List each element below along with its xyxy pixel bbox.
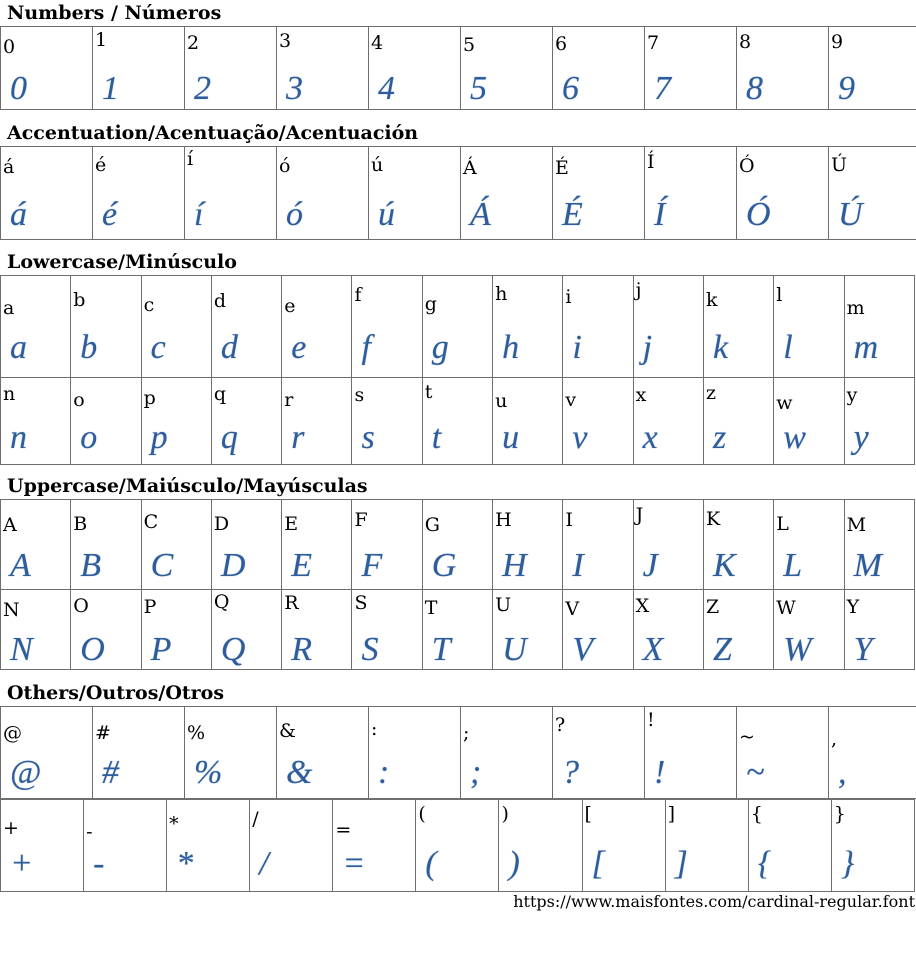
cell-label: l [776,284,783,306]
cell-label: U [495,594,512,616]
grid-accentuation [0,146,916,240]
cell-label: , [831,728,838,750]
cell-label: K [705,508,721,530]
glyph-sample: z [712,419,727,456]
cell-label: D [213,513,230,535]
glyph-sample: & [286,754,313,791]
cell-label: o [73,389,85,411]
glyph-cell [250,800,333,892]
glyph-sample: í [194,196,204,233]
glyph-sample: : [378,754,390,791]
cell-label: } [833,803,846,825]
glyph-cell [645,147,737,240]
cell-label: H [495,509,512,531]
grid-row [1,147,916,240]
glyph-cell [582,800,665,892]
cell-label: R [284,592,299,614]
cell-label: 1 [95,29,108,51]
cell-label: # [95,722,111,744]
glyph-cell [277,27,369,110]
glyph-cell [1,147,93,240]
grid-lowercase [0,275,915,465]
glyph-sample: ] [674,845,688,882]
glyph-sample: e [291,329,307,366]
glyph-cell [277,147,369,240]
cell-label: N [3,599,20,621]
glyph-sample: Ú [838,196,863,233]
grid-row [1,378,915,465]
grid-numbers [0,26,916,110]
glyph-sample: { [757,845,772,882]
glyph-sample: ) [508,845,520,882]
glyph-cell [369,707,461,799]
glyph-sample: * [176,845,194,882]
cell-label: + [3,817,19,839]
cell-label: ! [647,709,655,731]
cell-label: : [371,718,378,740]
glyph-sample: ( [425,845,437,882]
glyph-cell [93,27,185,110]
glyph-sample: Í [654,196,666,233]
cell-label: k [705,289,718,311]
glyph-cell [141,378,211,465]
section-title-others: Others/Outros/Otros [7,682,225,704]
glyph-sample: } [840,845,855,882]
glyph-sample: é [102,196,118,233]
glyph-sample: / [259,845,269,882]
glyph-sample: a [10,329,27,366]
glyph-sample: O [80,631,105,668]
cell-label: Z [705,596,720,618]
cell-label: ) [501,803,509,825]
glyph-sample: T [431,631,451,668]
cell-label: Í [647,151,655,173]
glyph-sample: 9 [838,70,855,107]
glyph-sample: B [80,547,102,584]
glyph-cell [84,800,167,892]
glyph-cell [71,378,141,465]
glyph-sample: M [853,547,882,584]
glyph-cell [493,276,563,378]
glyph-cell [71,276,141,378]
glyph-cell [553,707,645,799]
glyph-cell [282,378,352,465]
glyph-sample: W [783,631,812,668]
cell-label: I [565,509,573,531]
glyph-cell [1,800,84,892]
glyph-sample: v [572,419,588,456]
glyph-sample: É [562,196,583,233]
cell-label: * [169,813,179,835]
cell-label: M [846,514,867,536]
cell-label: 8 [739,31,752,53]
glyph-sample: 1 [102,70,119,107]
glyph-cell [493,590,563,670]
glyph-cell [71,500,141,590]
glyph-sample: G [431,547,457,584]
cell-label: Y [846,596,860,618]
cell-label: 9 [831,31,844,53]
glyph-sample: j [642,329,653,366]
glyph-sample: 2 [194,70,211,107]
glyph-sample: U [502,631,527,668]
glyph-cell [211,500,281,590]
glyph-sample: á [10,196,27,233]
glyph-cell [333,800,416,892]
glyph-cell [352,590,422,670]
glyph-cell [211,276,281,378]
glyph-cell [633,500,703,590]
glyph-sample: Á [470,196,491,233]
glyph-sample: i [572,329,582,366]
cell-label: O [73,595,89,617]
glyph-cell [141,590,211,670]
grid-others-operators [0,799,915,892]
cell-label: Ó [739,155,755,177]
cell-label: t [424,381,433,403]
cell-label: y [846,384,858,406]
glyph-cell [282,590,352,670]
cell-label: w [776,392,793,414]
glyph-cell [71,590,141,670]
cell-label: ó [279,155,291,177]
cell-label: u [495,390,508,412]
glyph-cell [167,800,250,892]
cell-label: h [495,283,508,305]
glyph-sample: x [642,419,658,456]
glyph-cell [737,707,829,799]
glyph-cell [1,276,71,378]
glyph-sample: + [10,845,33,882]
section-title-accentuation: Accentuation/Acentuação/Acentuación [7,122,419,144]
grid-row [1,800,915,892]
cell-label: Á [463,157,477,179]
cell-label: 0 [3,36,16,58]
glyph-sample: ~ [746,754,765,791]
glyph-sample: l [783,329,793,366]
glyph-cell [141,500,211,590]
glyph-cell [703,378,773,465]
cell-label: P [143,596,157,618]
glyph-sample: h [502,329,520,366]
cell-label: s [354,384,365,406]
glyph-sample: Y [853,631,873,668]
glyph-cell [831,800,914,892]
glyph-sample: 0 [10,70,27,107]
cell-label: ] [667,803,676,825]
glyph-sample: 7 [654,70,671,107]
cell-label: S [354,592,368,614]
cell-label: - [86,821,93,843]
glyph-cell [665,800,748,892]
glyph-cell [563,590,633,670]
glyph-cell [185,707,277,799]
glyph-cell [422,590,492,670]
glyph-cell [352,378,422,465]
glyph-sample: s [361,419,375,456]
glyph-cell [185,147,277,240]
glyph-sample: c [150,329,166,366]
cell-label: ( [418,803,426,825]
glyph-sample: Ó [746,196,771,233]
glyph-sample: ! [654,754,666,791]
glyph-cell [185,27,277,110]
cell-label: ; [463,722,470,744]
cell-label: r [284,389,294,411]
glyph-cell [352,276,422,378]
grid-row [1,500,915,590]
cell-label: F [354,509,368,531]
glyph-sample: q [220,419,238,456]
glyph-cell [737,147,829,240]
cell-label: i [565,286,572,308]
glyph-sample: # [102,754,119,791]
glyph-cell [563,276,633,378]
glyph-sample: @ [10,754,42,791]
glyph-sample: d [220,329,238,366]
glyph-sample: D [220,547,246,584]
glyph-sample: - [93,845,105,882]
glyph-cell [829,707,916,799]
glyph-cell [553,27,645,110]
glyph-cell [1,27,93,110]
glyph-cell [493,378,563,465]
grid-row [1,276,915,378]
glyph-sample: ú [378,196,395,233]
glyph-sample: 8 [746,70,763,107]
glyph-cell [829,147,916,240]
cell-label: X [635,595,650,617]
glyph-cell [844,276,914,378]
cell-label: z [705,382,716,404]
cell-label: ú [371,154,384,176]
glyph-cell [774,276,844,378]
glyph-cell [369,27,461,110]
glyph-cell [422,378,492,465]
section-title-lowercase: Lowercase/Minúsculo [7,251,237,273]
glyph-sample: = [342,845,366,882]
glyph-sample: 6 [562,70,579,107]
glyph-cell [563,500,633,590]
glyph-cell [416,800,499,892]
glyph-cell [422,276,492,378]
glyph-sample: o [80,419,98,456]
cell-label: í [187,148,194,170]
cell-label: A [3,514,17,536]
glyph-cell [1,707,93,799]
cell-label: V [565,598,580,620]
glyph-cell [93,707,185,799]
glyph-cell [211,590,281,670]
glyph-cell [277,707,369,799]
grid-others-symbols [0,706,916,799]
glyph-cell [1,590,71,670]
glyph-sample: X [642,631,664,668]
glyph-sample: F [361,547,383,584]
glyph-cell [633,590,703,670]
cell-label: ? [555,714,566,736]
cell-label: ~ [739,726,755,748]
glyph-sample: R [291,631,312,668]
glyph-cell [141,276,211,378]
glyph-cell [461,707,553,799]
cell-label: 3 [279,30,292,52]
glyph-sample: ? [562,754,579,791]
cell-label: % [187,722,206,744]
glyph-cell [633,276,703,378]
cell-label: & [279,720,296,742]
glyph-cell [703,590,773,670]
cell-label: J [635,504,644,526]
cell-label: { [750,803,763,825]
glyph-cell [1,500,71,590]
cell-label: W [776,597,796,619]
glyph-sample: J [642,547,658,584]
glyph-cell [703,500,773,590]
cell-label: 7 [647,32,660,54]
glyph-cell [493,500,563,590]
cell-label: e [284,295,296,317]
glyph-cell [461,27,553,110]
glyph-sample: P [150,631,172,668]
glyph-sample: u [502,419,520,456]
cell-label: Ú [831,154,848,176]
glyph-sample: I [572,547,584,584]
glyph-sample: y [853,419,869,456]
glyph-cell [774,590,844,670]
glyph-cell [211,378,281,465]
cell-label: = [335,819,352,841]
source-url: https://www.maisfontes.com/cardinal-regular.font [513,892,915,911]
glyph-sample: S [361,631,379,668]
glyph-cell [748,800,831,892]
glyph-cell [499,800,582,892]
section-title-numbers: Numbers / Números [7,2,222,24]
glyph-cell [774,500,844,590]
glyph-cell [844,378,914,465]
glyph-sample: f [361,329,371,366]
cell-label: É [555,157,569,179]
glyph-sample: m [853,329,879,366]
cell-label: @ [3,722,22,744]
cell-label: m [846,297,865,319]
glyph-sample: V [572,631,594,668]
cell-label: [ [584,803,592,825]
cell-label: 6 [555,33,568,55]
glyph-sample: 4 [378,70,395,107]
glyph-sample: [ [591,845,605,882]
cell-label: n [3,383,16,405]
glyph-sample: 5 [470,70,487,107]
cell-label: 2 [187,32,200,54]
glyph-sample: k [712,329,729,366]
glyph-cell [352,500,422,590]
glyph-cell [844,590,914,670]
glyph-sample: E [291,547,312,584]
glyph-sample: t [431,419,442,456]
glyph-sample: N [10,631,33,668]
grid-row [1,707,916,799]
cell-label: j [635,279,642,301]
glyph-sample: A [10,547,31,584]
cell-label: b [73,289,86,311]
cell-label: / [252,808,259,830]
glyph-cell [563,378,633,465]
glyph-cell [645,27,737,110]
cell-label: é [95,154,107,176]
cell-label: v [565,389,577,411]
glyph-sample: w [783,419,806,456]
glyph-sample: b [80,329,98,366]
cell-label: g [424,293,437,315]
glyph-sample: L [783,547,803,584]
glyph-cell [282,276,352,378]
cell-label: E [284,513,299,535]
glyph-cell [1,378,71,465]
glyph-sample: Q [220,631,246,668]
glyph-cell [461,147,553,240]
cell-label: p [143,387,156,409]
cell-label: f [354,284,362,306]
glyph-cell [703,276,773,378]
glyph-sample: ; [470,754,482,791]
grid-row [1,27,916,110]
cell-label: L [776,513,789,535]
cell-label: 4 [371,32,384,54]
cell-label: G [424,514,440,536]
cell-label: C [143,511,159,533]
glyph-sample: r [291,419,305,456]
glyph-sample: 3 [286,70,303,107]
cell-label: d [213,290,227,312]
glyph-sample: , [838,754,847,791]
cell-label: 5 [463,34,476,56]
glyph-cell [553,147,645,240]
glyph-cell [633,378,703,465]
glyph-cell [369,147,461,240]
cell-label: T [424,597,438,619]
glyph-sample: p [150,419,168,456]
glyph-sample: Z [712,631,732,668]
glyph-sample: C [150,547,174,584]
grid-row [1,590,915,670]
glyph-cell [282,500,352,590]
cell-label: B [73,513,88,535]
cell-label: q [213,383,227,405]
glyph-cell [829,27,916,110]
glyph-cell [645,707,737,799]
glyph-sample: n [10,419,27,456]
glyph-cell [737,27,829,110]
cell-label: Q [213,591,230,613]
glyph-cell [844,500,914,590]
glyph-sample: g [431,329,449,366]
grid-uppercase [0,499,915,670]
glyph-sample: K [712,547,736,584]
cell-label: c [143,294,155,316]
cell-label: á [3,156,15,178]
section-title-uppercase: Uppercase/Maiúsculo/Mayúsculas [7,475,368,497]
cell-label: x [635,384,647,406]
glyph-sample: H [502,547,527,584]
glyph-sample: ó [286,196,303,233]
glyph-cell [93,147,185,240]
glyph-cell [422,500,492,590]
glyph-sample: % [194,754,223,791]
cell-label: a [3,297,15,319]
glyph-cell [774,378,844,465]
